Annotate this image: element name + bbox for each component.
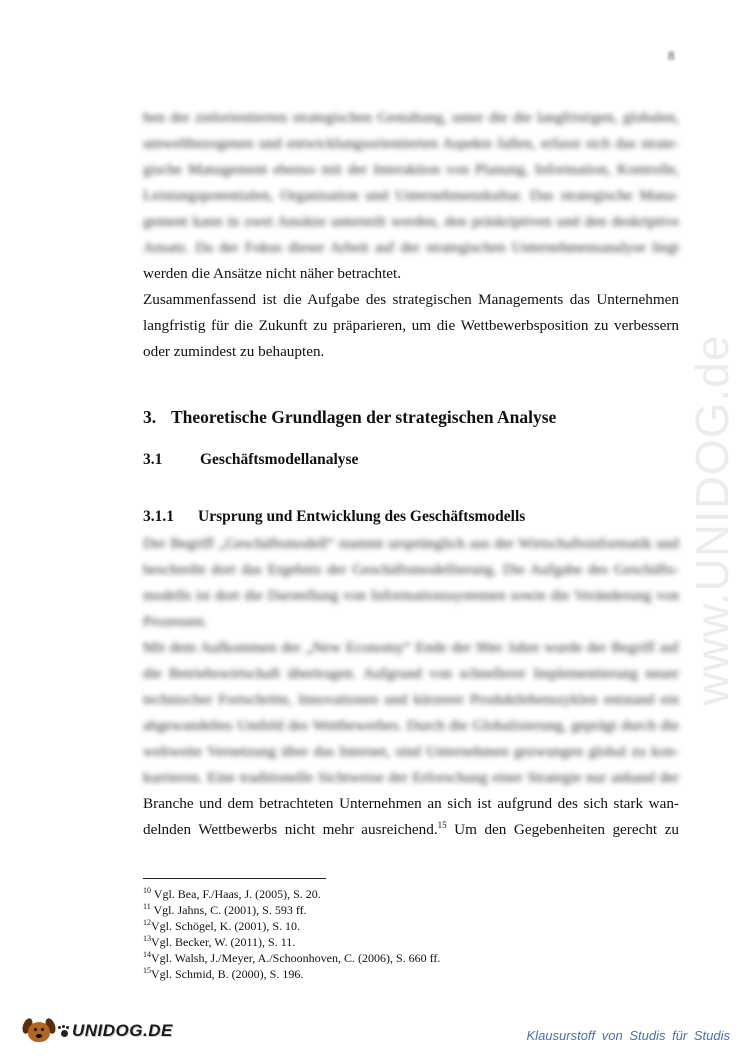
heading-section-3-1 bbox=[143, 451, 358, 469]
footnote-text: Vgl. Jahns, C. (2001), S. 593 ff. bbox=[150, 903, 307, 917]
blurred-line: Leistungspotentialen, Organisation und Unternehmenskultur. Das strategische Mana- bbox=[143, 187, 679, 204]
unidog-logo[interactable] bbox=[22, 1016, 173, 1046]
footnote-text: Vgl. Bea, F./Haas, J. (2005), S. 20. bbox=[151, 887, 321, 901]
heading-subsection-3-1-1 bbox=[143, 508, 525, 526]
footnote-number: 12 bbox=[143, 918, 151, 927]
footnote-text: Vgl. Schmid, B. (2000), S. 196. bbox=[151, 967, 304, 981]
heading-number: 3.1 bbox=[143, 451, 163, 468]
blurred-line: die Betriebswirtschaft übertragen. Aufgrund von schnellerer Implementierung neuer bbox=[143, 665, 679, 682]
blurred-line: beschreibt dort das Ergebnis der Geschäftsmodellierung. Die Aufgabe des Geschäfts- bbox=[143, 561, 679, 578]
footnote bbox=[143, 966, 440, 982]
footnote-divider bbox=[143, 878, 326, 879]
footnote bbox=[143, 934, 440, 950]
paw-icon bbox=[58, 1025, 70, 1037]
footnote-number: 15 bbox=[143, 966, 151, 975]
blurred-line: gement kann in zwei Ansätze unterteilt werden, den präskriptiven und den deskriptive bbox=[143, 213, 679, 230]
tagline: Klausurstoff von Studis für Studis bbox=[526, 1028, 730, 1043]
dog-icon bbox=[22, 1016, 56, 1046]
footnote bbox=[143, 950, 440, 966]
logo-text: UNIDOG.DE bbox=[72, 1021, 173, 1040]
footnote-number: 11 bbox=[143, 902, 151, 911]
blurred-line: Ansatz. Da der Fokus dieser Arbeit auf der strategischen Unternehmensanalyse liegt bbox=[143, 239, 679, 256]
text-line: Zusammenfassend ist die Aufgabe des strategischen Managements das Unternehmen bbox=[143, 291, 679, 308]
paragraph-summary bbox=[143, 287, 679, 365]
blurred-line: umweltbezogenen und entwicklungsorientierten Aspekte fallen, erfasst sich das strate- bbox=[143, 135, 679, 152]
blurred-line: gische Management ebenso mit der Interaktion von Planung, Information, Kontrolle, bbox=[143, 161, 679, 178]
visible-line: werden die Ansätze nicht näher betrachtet. bbox=[143, 265, 402, 282]
footnote bbox=[143, 886, 440, 902]
footnote-number: 14 bbox=[143, 950, 151, 959]
blurred-line: technischer Fortschritte, Innovationen und kürzerer Produktlebenszyklen entstand ein bbox=[143, 691, 679, 708]
blurred-line: Mit dem Aufkommen der „New Economy“ Ende der 90er Jahre wurde der Begriff auf bbox=[143, 639, 679, 656]
heading-number: 3.1.1 bbox=[143, 508, 174, 525]
blurred-line: abgewandeltes Umfeld des Wettbewerbes. Durch die Globalisierung, geprägt durch die bbox=[143, 717, 679, 734]
visible-line: Branche und dem betrachteten Unternehmen an sich ist aufgrund des sich stark wan- bbox=[143, 795, 679, 812]
blurred-line: hen der zielorientierten strategischen Gestaltung, unter die die langfristigen, globalen, bbox=[143, 109, 679, 126]
line-text: Um den Gegebenheiten gerecht zu bbox=[446, 821, 679, 838]
heading-number: 3. bbox=[143, 407, 157, 427]
heading-chapter-3 bbox=[143, 407, 556, 428]
footnote-text: Vgl. Walsh, J./Meyer, A./Schoonhoven, C. (2006), S. 660 ff. bbox=[151, 951, 441, 965]
blurred-line: weltweite Vernetzung über das Internet, sind Unternehmen gezwungen global zu kon- bbox=[143, 743, 679, 760]
blurred-line: kurrieren. Eine traditionelle Sichtweise der Erforschung einer Strategie nur anhand der bbox=[143, 769, 679, 786]
blurred-line: Prozessen. bbox=[143, 613, 208, 630]
blurred-line: Der Begriff „Geschäftsmodell“ stammt ursprünglich aus der Wirtschaftsinformatik und bbox=[143, 535, 679, 552]
watermark: www.UNIDOG.de bbox=[686, 334, 738, 706]
footnote bbox=[143, 902, 440, 918]
heading-text: Ursprung und Entwicklung des Geschäftsmodells bbox=[198, 508, 526, 525]
footnote-number: 13 bbox=[143, 934, 151, 943]
text-line: langfristig für die Zukunft zu präparieren, um die Wettbewerbsposition zu verbessern bbox=[143, 317, 679, 334]
text-line: oder zumindest zu behaupten. bbox=[143, 343, 325, 360]
footnote bbox=[143, 918, 440, 934]
blurred-line: modells ist dort die Darstellung von Informationssystemen sowie die Veränderung von bbox=[143, 587, 679, 604]
footnote-text: Vgl. Becker, W. (2011), S. 11. bbox=[151, 935, 296, 949]
heading-text: Theoretische Grundlagen der strategischen Analyse bbox=[171, 407, 557, 427]
visible-line bbox=[143, 817, 679, 843]
page-number: 8 bbox=[668, 48, 675, 63]
paragraph-intro bbox=[143, 105, 679, 287]
paragraph-section-body bbox=[143, 531, 679, 843]
footnotes bbox=[143, 886, 440, 982]
footnote-number: 10 bbox=[143, 886, 151, 895]
footnote-ref: 15 bbox=[437, 819, 447, 830]
heading-text: Geschäftsmodellanalyse bbox=[200, 451, 359, 468]
line-text: delnden Wettbewerbs nicht mehr ausreichend. bbox=[143, 821, 438, 838]
footnote-text: Vgl. Schögel, K. (2001), S. 10. bbox=[151, 919, 300, 933]
